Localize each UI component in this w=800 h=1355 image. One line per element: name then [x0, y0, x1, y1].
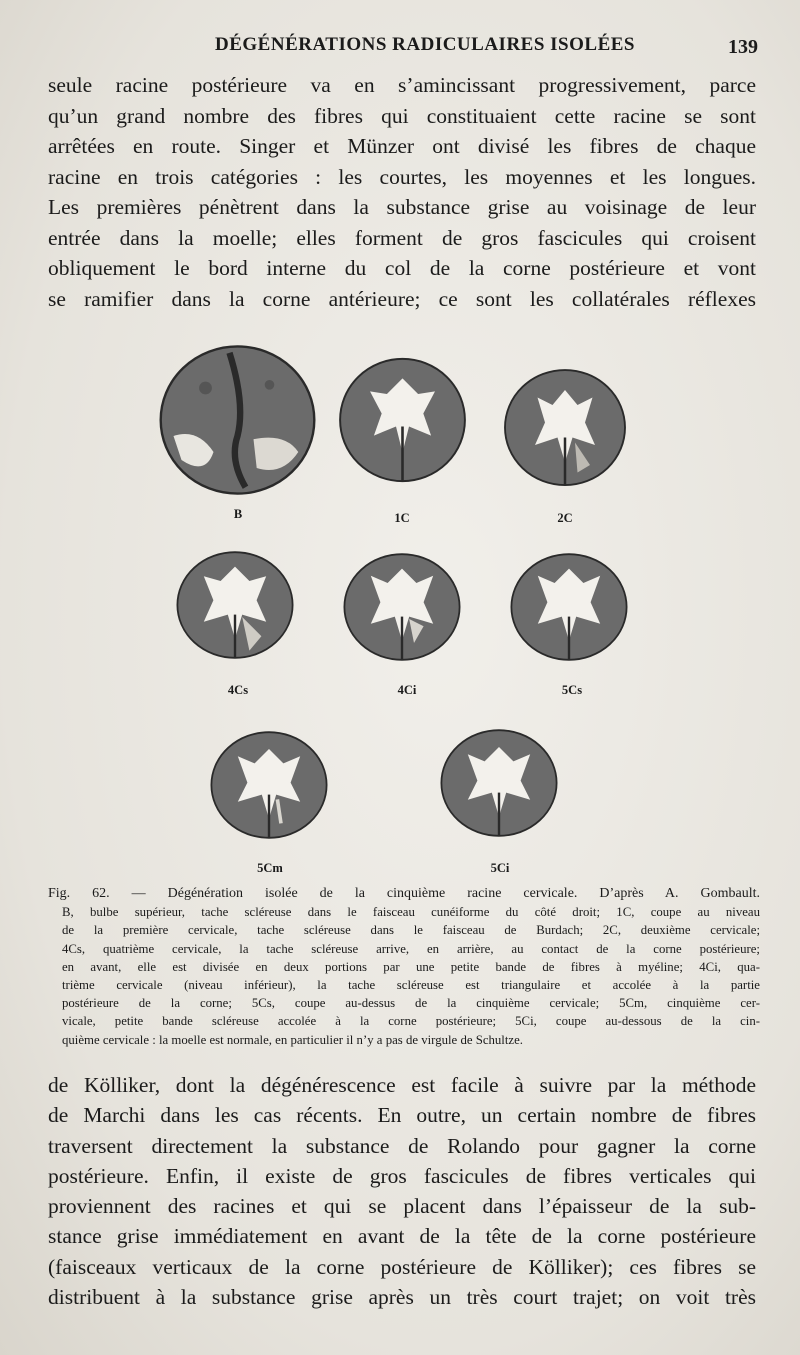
text-line: postérieure. Enfin, il existe de gros fascicules de fibres verticales qui [48, 1163, 756, 1188]
section-4ci-illustration [328, 547, 476, 667]
figure-label: B [233, 507, 243, 521]
text-line: stance grise immédiatement en avant de la tête de la corne postérieure [48, 1224, 756, 1249]
figure-label: 2C [557, 511, 573, 525]
caption-line: vicale, petite bande scléreuse accolée à la corne postérieure; 5Ci, coupe au-dessous de la cin- [62, 1014, 760, 1029]
page-header [0, 34, 800, 60]
caption-line: trième cervicale (niveau inférieur), la tache scléreuse est triangulaire et accolée à la partie [62, 978, 760, 993]
figure-label: 5Cs [561, 683, 583, 697]
text-line: obliquement le bord interne du col de la corne postérieure et vont [48, 256, 756, 280]
caption-line: B, bulbe supérieur, tache scléreuse dans le faisceau cunéiforme du côté droit; 1C, coupe au niveau [62, 905, 760, 920]
section-2c-illustration [490, 365, 640, 490]
text-line: proviennent des racines et qui se placent dans l’épaisseur de la sub- [48, 1194, 756, 1219]
caption-line: 4Cs, quatrième cervicale, la tache scléreuse arrive, en arrière, au contact de la corne postérieure; [62, 941, 760, 956]
section-5ci-illustration [420, 723, 578, 843]
section-5cm-illustration [190, 725, 348, 845]
text-line: seule racine postérieure va en s’amincissant progressivement, parce [48, 73, 756, 97]
bottom-paragraph [48, 1070, 756, 1312]
top-paragraph [48, 70, 756, 314]
caption-title: Fig. 62. — Dégénération isolée de la cinquième racine cervicale. D’après A. Gombault. [48, 886, 760, 901]
text-line: distribuent à la substance grise après un très court trajet; on voit très [48, 1285, 756, 1310]
figure-label: 5Ci [490, 861, 510, 875]
page-number: 139 [728, 36, 758, 58]
text-line: (faisceaux verticaux de la corne postérieure de Kölliker); ces fibres se [48, 1254, 756, 1279]
section-4cs-illustration [160, 545, 310, 665]
text-line: racine en trois catégories : les courtes, les moyennes et les longues. [48, 164, 756, 189]
section-b-illustration [155, 340, 320, 500]
figure-label: 4Ci [397, 683, 417, 697]
section-1c-illustration [335, 355, 470, 485]
caption-line: quième cervicale : la moelle est normale, en particulier il n’y a pas de virgule de Schultze. [62, 1032, 523, 1047]
text-line: se ramifier dans la corne antérieure; ce sont les collatérales réflexes [48, 286, 756, 311]
figure-label: 4Cs [227, 683, 249, 697]
text-line: qu’un grand nombre des fibres qui constituaient cette racine se sont [48, 103, 756, 128]
text-line: Les premières pénètrent dans la substance grise au voisinage de leur [48, 195, 756, 219]
caption-line: postérieure de la corne; 5Cs, coupe au-dessus de la cinquième cervicale; 5Cm, cinquième cer- [62, 996, 760, 1011]
caption-line: de la première cervicale, tache scléreuse dans le faisceau de Burdach; 2C, deuxième cervicale; [62, 923, 760, 938]
figure-label: 1C [394, 511, 410, 525]
section-5cs-illustration [495, 547, 643, 667]
running-title: DÉGÉNÉRATIONS RADICULAIRES ISOLÉES [215, 34, 635, 55]
text-line: entrée dans la moelle; elles forment de gros fascicules qui croisent [48, 225, 756, 250]
text-line: traversent directement la substance de Rolando pour gagner la corne [48, 1133, 756, 1158]
text-line: arrêtées en route. Singer et Münzer ont divisé les fibres de chaque [48, 134, 756, 158]
text-line: de Marchi dans les cas récents. En outre, un certain nombre de fibres [48, 1103, 756, 1128]
caption-line: en avant, elle est divisée en deux portions par une petite bande de fibres à myéline; 4Ci, qua- [62, 959, 760, 974]
figure-62 [150, 335, 660, 875]
figure-caption [48, 885, 760, 1049]
text-line: de Kölliker, dont la dégénérescence est facile à suivre par la méthode [48, 1073, 756, 1097]
figure-label: 5Cm [257, 861, 283, 875]
